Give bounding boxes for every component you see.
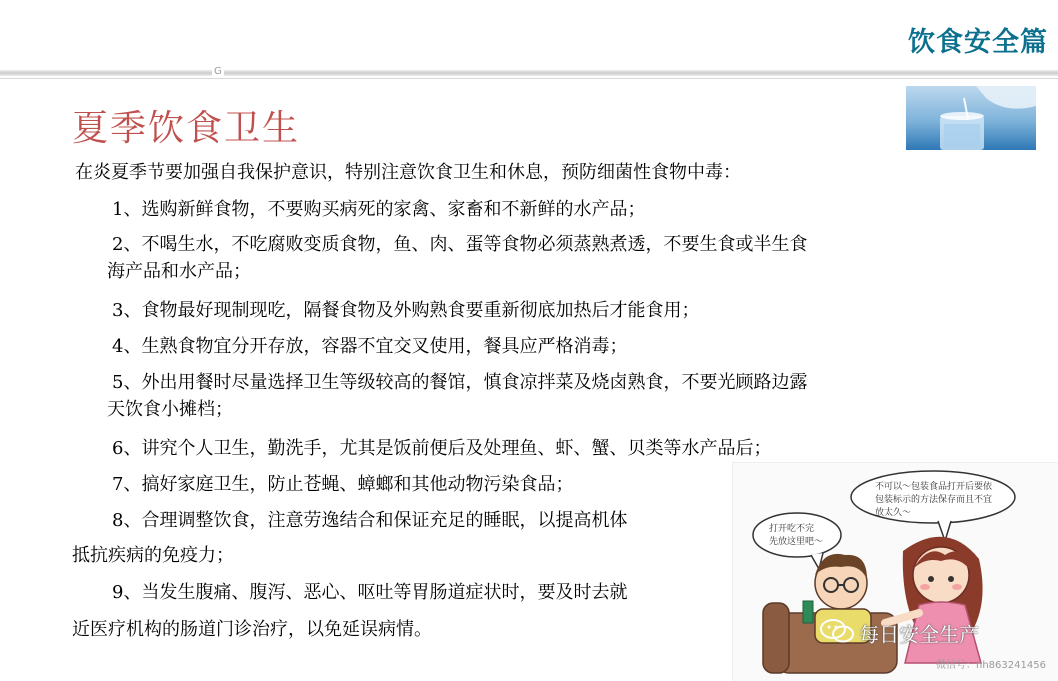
intro-paragraph: 在炎夏季节要加强自我保护意识，特别注意饮食卫生和休息，预防细菌性食物中毒： <box>75 162 741 183</box>
list-item-9-cont: 近医疗机构的肠道门诊治疗，以免延误病情。 <box>72 619 432 640</box>
list-item-1: 1、选购新鲜食物，不要购买病死的家禽、家畜和不新鲜的水产品； <box>112 199 646 220</box>
header-divider <box>0 70 1058 76</box>
watermark-id: 微信号：hh863241456 <box>936 660 1046 671</box>
water-glass-image <box>906 86 1036 150</box>
wechat-icon <box>820 618 854 648</box>
list-item-7: 7、搞好家庭卫生，防止苍蝇、蟑螂和其他动物污染食品； <box>112 474 574 495</box>
bubble-right-line-2: 包装标示的方法保存而且不宜 <box>875 495 993 505</box>
section-title: 饮食安全篇 <box>908 27 1048 58</box>
list-item-5-cont: 天饮食小摊档； <box>107 399 233 420</box>
watermark-name: 每日安全生产 <box>859 622 980 647</box>
list-item-2: 2、不喝生水，不吃腐败变质食物，鱼、肉、蛋等食物必须蒸熟煮透，不要生食或半生食 <box>112 234 808 255</box>
bubble-left-line-1: 打开吃不完 <box>769 524 815 534</box>
cartoon-illustration <box>732 462 1058 681</box>
page-title: 夏季饮食卫生 <box>72 108 301 149</box>
list-item-4: 4、生熟食物宜分开存放，容器不宜交叉使用，餐具应严格消毒； <box>112 336 628 357</box>
bubble-right-line-1: 不可以～包装食品打开后要依 <box>875 482 993 492</box>
list-item-5: 5、外出用餐时尽量选择卫生等级较高的餐馆，慎食凉拌菜及烧卤熟食，不要光顾路边露 <box>112 372 808 393</box>
header-divider-thin <box>0 78 1058 79</box>
list-item-3: 3、食物最好现制现吃，隔餐食物及外购熟食要重新彻底加热后才能食用； <box>112 300 700 321</box>
list-item-9: 9、当发生腹痛、腹泻、恶心、呕吐等胃肠道症状时，要及时去就 <box>112 582 628 603</box>
list-item-6: 6、讲究个人卫生，勤洗手，尤其是饭前便后及处理鱼、虾、蟹、贝类等水产品后； <box>112 438 772 459</box>
list-item-8: 8、合理调整饮食，注意劳逸结合和保证充足的睡眠，以提高机体 <box>112 510 628 531</box>
divider-mark: G <box>214 66 222 77</box>
list-item-8-cont: 抵抗疾病的免疫力； <box>72 545 234 566</box>
bubble-left-line-2: 先放这里吧～ <box>769 537 824 547</box>
list-item-2-cont: 海产品和水产品； <box>107 261 251 282</box>
watermark <box>820 618 979 648</box>
bubble-right-line-3: 放太久～ <box>875 508 912 518</box>
